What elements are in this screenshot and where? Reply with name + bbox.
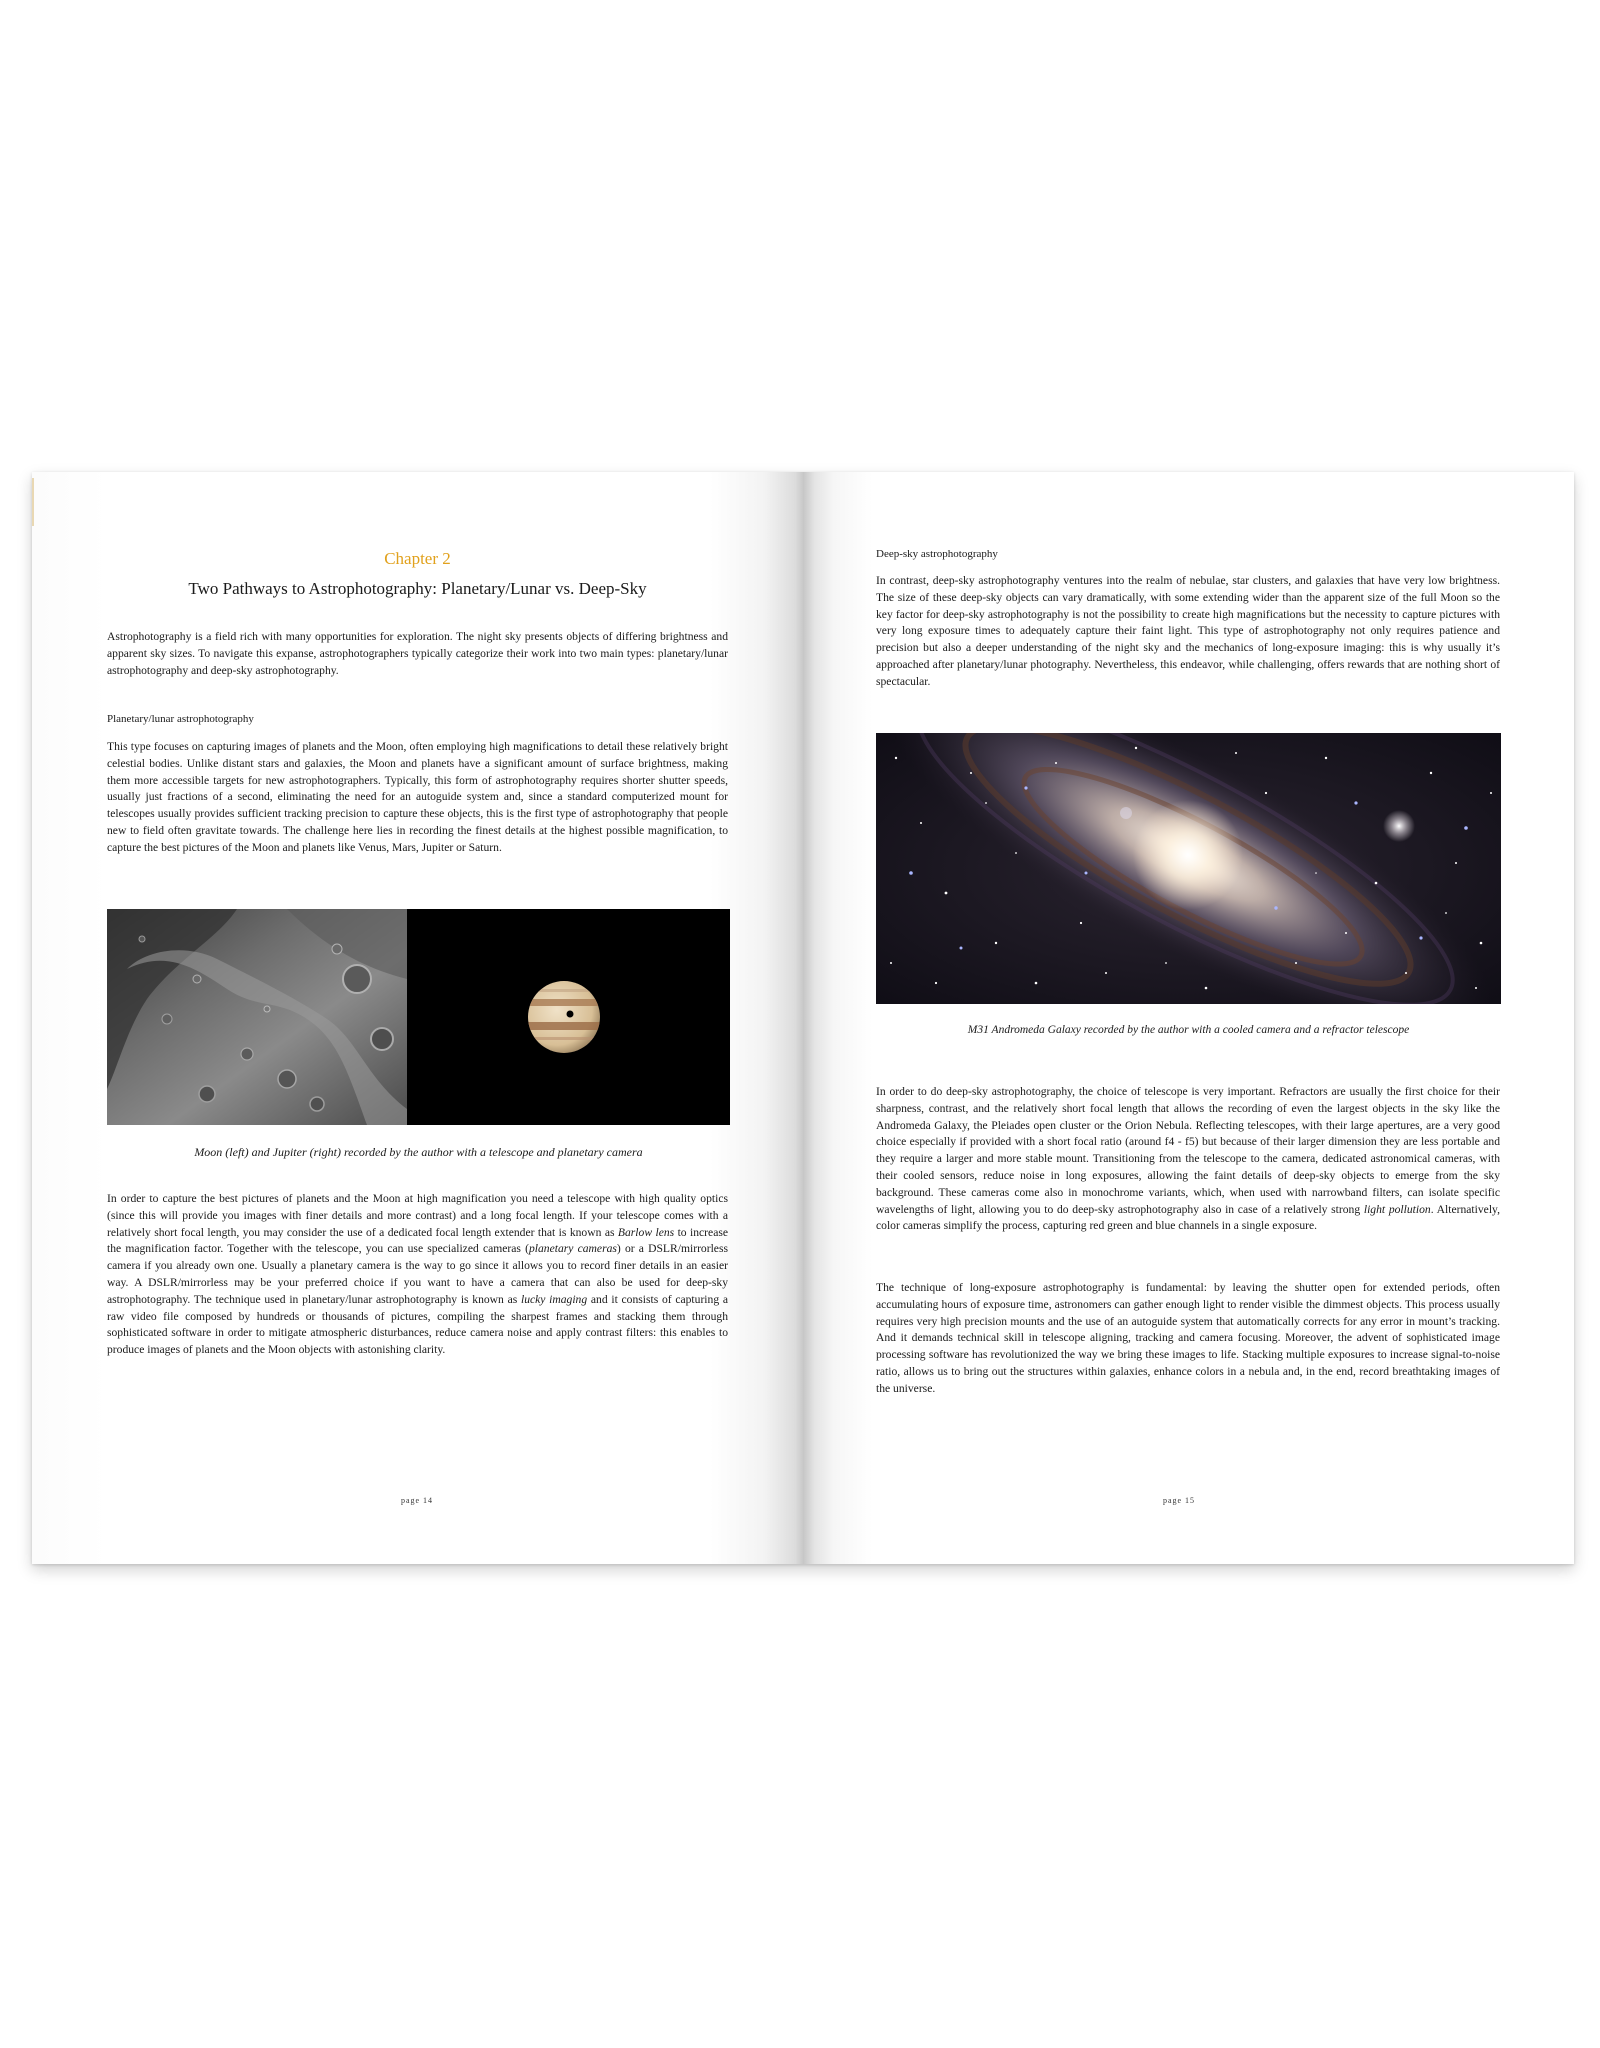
right-page (803, 472, 1574, 1564)
long-exposure-paragraph: The technique of long-exposure astrophotography is fundamental: by leaving the shutter open for extended periods, often accumulating hours of exposure time, astronomers can gather enough light to render visible the dimmest objects. This process usually requires very high precision mounts and the use of an autoguide system that automatically corrects for any error in mount’s tracking. And it demands technical skill in telescope aligning, tracking and camera focusing. Moreover, the advent of sophisticated image processing software has revolutionized the way we bring these images to life. Stacking multiple exposures to increase signal-to-noise ratio, allows us to bring out the structures within galaxies, enhance colors in a nebula and, in the end, record breathtaking images of the universe. (876, 1281, 1500, 1395)
text-run-italic: lucky imaging (520, 1292, 588, 1306)
andromeda-caption: M31 Andromeda Galaxy recorded by the author with a cooled camera and a refractor telescope (967, 1024, 1410, 1036)
section-heading-deepsky: Deep-sky astrophotography (876, 548, 998, 560)
moon-jupiter-photo (107, 909, 730, 1125)
intro-paragraph: Astrophotography is a field rich with many opportunities for exploration. The night sky presents objects of differing brightness and apparent sky sizes. To navigate this expanse, astrophotographers typically categorize their work into two main types: planetary/lunar astrophotography and deep-sky astrophotography. (107, 630, 728, 677)
andromeda-image (876, 733, 1501, 1004)
equipment-paragraph (107, 1191, 728, 1359)
deepsky-paragraph: In contrast, deep-sky astrophotography ventures into the realm of nebulae, star clusters, and galaxies that have very low brightness. The size of these deep-sky objects can vary dramatically, with some extending wider than the apparent size of the full Moon so the key factor for deep-sky astrophotography is not the possibility to create high magnifications but the necessity to capture pictures with very long exposure times to adequately capture their faint light. This type of astrophotography not only requires patience and precision but also a deeper understanding of the night sky and the mechanics of long-exposure imaging: this is why usually it’s approached after planetary/lunar photography. Nevertheless, this endeavor, while challenging, offers rewards that are nothing short of spectacular. (876, 574, 1500, 688)
page-number-left: page 14 (400, 1496, 434, 1505)
text-run: In order to do deep-sky astrophotography, the choice of telescope is very important. Refractors are usually the first choice for their sharpness, contrast, and the relatively short focal length that allows the recording of even the largest objects in the sky like the Andromeda Galaxy, the Pleiades open cluster or the Orion Nebula. Reflecting telescopes, with their large apertures, are a very good choice especially if provided with a short focal ratio (around f4 - f5) but because of their larger dimension they are less portable and they require a larger and more stable mount. Transitioning from the telescope to the camera, dedicated astronomical cameras, with their cooled sensors, reduce noise in long exposures, allowing the faint details of deep-sky objects to emerge from the sky background. These cameras come also in monochrome variants, which, when used with narrowband filters, can isolate specific wavelengths of light, allowing you to do deep-sky astrophotography also in case of a relatively strong (876, 1085, 1500, 1216)
chapter-label: Chapter 2 (384, 549, 451, 568)
section-heading-planetary: Planetary/lunar astrophotography (107, 713, 254, 725)
page-edge-mark (32, 478, 34, 526)
text-run: ) or a DSLR/mirrorless camera if you already own one. Usually a planetary camera is the way to go since it allows you to record finer details in an easier way. A DSLR/mirrorless may be your preferred choice if you want to have a camera that can also be used for deep-sky astrophotography. The technique used in planetary/lunar astrophotography is known as (107, 1242, 728, 1306)
telescope-camera-paragraph (876, 1084, 1500, 1235)
text-run-italic: planetary cameras (528, 1242, 617, 1256)
planetary-paragraph: This type focuses on capturing images of planets and the Moon, often employing high magnifications to detail these relatively bright celestial bodies. Unlike distant stars and galaxies, the Moon and planets have a significant amount of surface brightness, making them more accessible targets for new astrophotographers. Typically, this form of astrophotography requires shorter shutter speeds, usually just fractions of a second, eliminating the need for an autoguide system and, since a standard computerized mount for telescopes usually provides sufficient tracking precision to capture these objects, this is the first type of astrophotography that people new to field often gravitate towards. The challenge here lies in recording the finest details at the highest possible magnification, to capture the best pictures of the Moon and planets like Venus, Mars, Jupiter or Saturn. (107, 740, 728, 854)
chapter-title: Two Pathways to Astrophotography: Planetary/Lunar vs. Deep-Sky (188, 579, 647, 598)
text-run: In order to capture the best pictures of planets and the Moon at high magnification you need a telescope with high quality optics (since this will provide you images with finer details and more contrast) and a long focal length. If your telescope comes with a relatively short focal length, you may consider the use of a dedicated focal length extender that is known as (107, 1192, 728, 1239)
page-number-right: page 15 (1162, 1496, 1196, 1505)
andromeda-photo (876, 733, 1501, 1004)
moon-jupiter-caption: Moon (left) and Jupiter (right) recorded by the author with a telescope and planetary camera (194, 1145, 643, 1159)
text-run: to increase the magnification factor. Together with the telescope, you can use specialized cameras ( (107, 1225, 728, 1256)
text-run: . Alternatively, color cameras simplify the process, capturing red green and blue channels in a single exposure. (876, 1202, 1500, 1233)
open-book (32, 472, 1574, 1564)
text-run: and it consists of capturing a raw video file composed by hundreds or thousands of pictures, compiling the sharpest frames and stacking them through sophisticated software in order to mitigate atmospheric disturbances, reduce camera noise and apply contrast filters: this enables to produce images of planets and the Moon objects with astonishing clarity. (107, 1292, 728, 1357)
left-page (32, 472, 803, 1564)
moon-jupiter-image (107, 909, 730, 1125)
text-run-italic: light pollution (1363, 1202, 1431, 1216)
text-run-italic: Barlow lens (617, 1225, 675, 1239)
